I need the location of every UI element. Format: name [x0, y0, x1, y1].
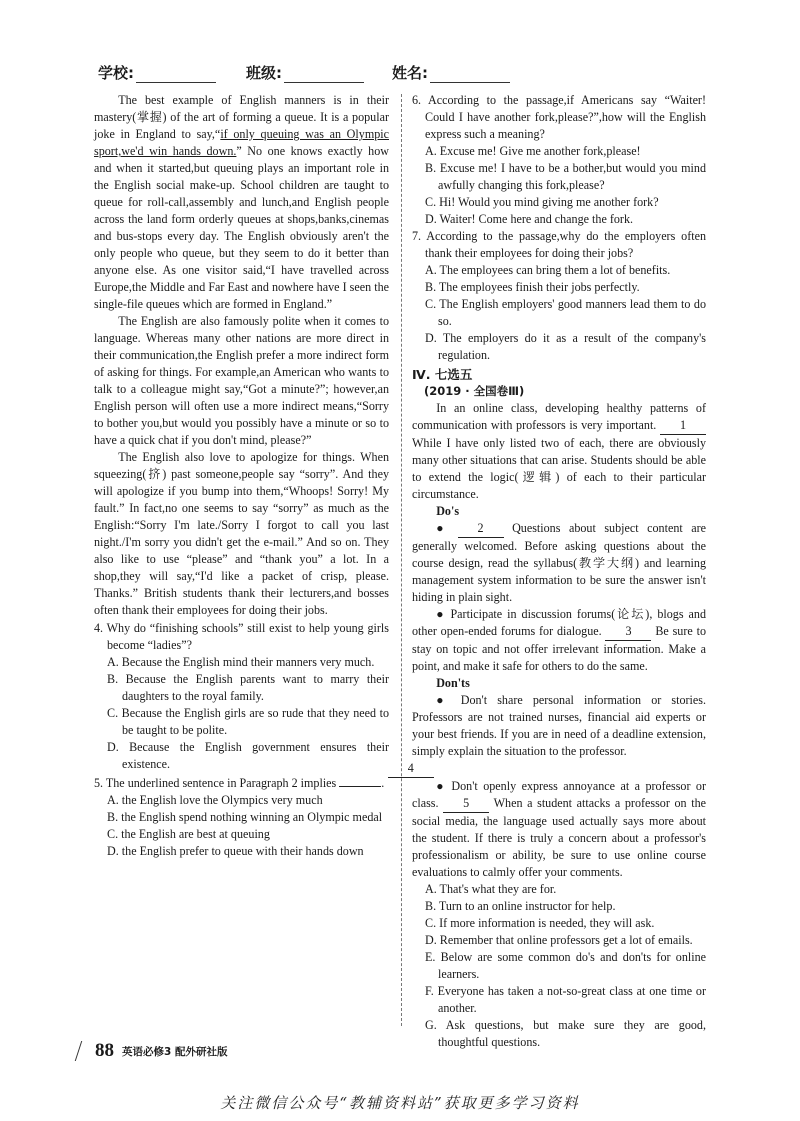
- question-stem: 5. The underlined sentence in Paragraph 2 implies .: [94, 776, 385, 790]
- option-a[interactable]: A. Because the English mind their manners very much.: [107, 655, 375, 669]
- option-a[interactable]: A. Excuse me! Give me another fork,please!: [425, 144, 641, 158]
- passage-paragraph-3: The English also love to apologize for things. When squeezing(挤) past someone,people say “sorry”. And they will apologize if you bump into them,“Whoops! Sorry! My fault.” In fact,no one seems to say “sorry” as much as the English:“Sorry I'm late./Sorry I forgot to call you last night./I'm sorry you didn't get the e-mail.” And so on. They also like to use “please” and “thank you” a lot. In a shop,they will say,“I'd like a packet of crisp, please. Thanks.” British students thank their lecturers,and bosses often thank their employees for doing their jobs.: [94, 450, 389, 617]
- question-stem: 6. According to the passage,if Americans say “Waiter! Could I have another fork,please?”,how will the English express such a meaning?: [412, 93, 706, 141]
- choice-d[interactable]: D. Remember that online professors get a lot of emails.: [425, 933, 693, 947]
- dont-item-1: ● Don't share personal information or stories. Professors are not trained nurses, financial aid experts or your best friends. If you are in need of a deadline extension, simply explain the situation to the professor. 4: [412, 692, 706, 778]
- column-divider: [401, 94, 402, 1026]
- blank-2[interactable]: 2: [458, 520, 504, 538]
- slash-decoration-icon: [75, 1041, 92, 1061]
- student-info-header: [98, 62, 518, 86]
- option-b[interactable]: B. Excuse me! I have to be a bother,but would you mind awfully changing this fork,please?: [425, 161, 706, 192]
- passage-paragraph-1: The best example of English manners is in their mastery(掌握) of the art of forming a queue. It is a popular joke in England to say,“if only queuing was an Olympic sport,we'd win hands down.” No one knows exactly how and when it started,but queuing plays an important role in the English social make-up. School children are taught to queue for roll-call,assembly and lunch,and English people across the land form orderly queues at shops,banks,cinemas and bus-stops every day. The English obviously aren't the only people who queue, but they seem to do it better than anyone else. As one visitor said,“I have travelled across Europe,the Middle and Far East and nowhere have I seen the single-file queues which are formed in England.”: [94, 93, 390, 311]
- question-5: [94, 774, 389, 860]
- section-source: (2019 · 全国卷Ⅲ): [424, 384, 525, 398]
- left-column: [94, 92, 389, 860]
- passage-paragraph-2: The English are also famously polite when it comes to language. Whereas many other nations are more direct in their communication,the English prefer a more indirect form of asking for things. For example,an American who wants to talk to a colleague might say,“Got a minute?”; however,an English person will often use a more indirect means,“Sorry to bother you,but would you possibly have a minute or so to have a quick chat if you don't mind, please?”: [94, 314, 389, 447]
- option-c[interactable]: C. the English are best at queuing: [107, 827, 270, 841]
- option-c[interactable]: C. The English employers' good manners lead them to do so.: [425, 297, 706, 328]
- option-a[interactable]: A. The employees can bring them a lot of benefits.: [425, 263, 671, 277]
- blank-1[interactable]: 1: [660, 417, 706, 435]
- section-seven-choose-five: [407, 366, 707, 1051]
- blank-5[interactable]: 5: [443, 795, 489, 813]
- option-b[interactable]: B. Because the English parents want to marry their daughters to the royal family.: [107, 672, 389, 703]
- bullet-icon: ●: [436, 521, 449, 535]
- name-field: 姓名:: [392, 62, 510, 83]
- choice-f[interactable]: F. Everyone has taken a not-so-great class at one time or another.: [425, 984, 706, 1015]
- option-c[interactable]: C. Because the English girls are so rude that they need to be taught to be polite.: [107, 706, 389, 737]
- dos-heading: Do's: [436, 504, 460, 518]
- option-d[interactable]: D. Waiter! Come here and change the fork.: [425, 212, 634, 226]
- book-title: 英语必修3 配外研社版: [122, 1045, 228, 1058]
- choice-g[interactable]: G. Ask questions, but make sure they are good, thoughtful questions.: [425, 1018, 706, 1049]
- school-field: 学校:: [98, 62, 216, 83]
- choice-c[interactable]: C. If more information is needed, they will ask.: [425, 916, 655, 930]
- answer-blank[interactable]: [339, 774, 381, 787]
- school-blank[interactable]: [136, 68, 216, 83]
- choice-b[interactable]: B. Turn to an online instructor for help.: [425, 899, 616, 913]
- promo-note: 关注微信公众号“教辅资料站”获取更多学习资料: [220, 1094, 580, 1112]
- intro-paragraph: In an online class, developing healthy patterns of communication with professors is very important. 1 While I have only listed two of each, there are obviously many other situations that can arise. Students should be able to extend the logic(逻辑) of each to their particular circumstance.: [412, 401, 706, 501]
- choice-a[interactable]: A. That's what they are for.: [425, 882, 557, 896]
- class-blank[interactable]: [284, 68, 364, 83]
- option-b[interactable]: B. the English spend nothing winning an Olympic medal: [107, 810, 383, 824]
- class-field: 班级:: [246, 62, 364, 83]
- dont-item-2: ● Don't openly express annoyance at a professor or class. 5 When a student attacks a professor on the social media, the language used actually says more about the student. If there is truly a concern about a professor's professionalism or ability, be sure to use online course evaluations to calmly offer your comments.: [412, 779, 706, 879]
- right-column: [407, 92, 707, 1051]
- underlined-sentence: if only queuing was an Olympic sport,we'd win hands down.: [94, 127, 390, 158]
- option-d[interactable]: D. The employers do it as a result of the company's regulation.: [425, 331, 706, 362]
- do-item-2: ● Participate in discussion forums(论坛), blogs and other open-ended forums for dialogue. 3 Be sure to stay on topic and not offer irrelevant information. Make a point, and make it safe for others to do the same.: [412, 607, 706, 673]
- do-item-1: ● 2 Questions about subject content are generally welcomed. Before asking questions about the course design, read the syllabus(教学大纲) and learning management system information to be sure the answer isn't hiding in plain sight.: [412, 521, 707, 604]
- blank-3[interactable]: 3: [605, 623, 651, 641]
- option-d[interactable]: D. the English prefer to queue with their hands down: [107, 844, 364, 858]
- question-stem: 4. Why do “finishing schools” still exist to help young girls become “ladies”?: [94, 621, 389, 652]
- question-4: [94, 620, 389, 773]
- blank-4[interactable]: 4: [388, 760, 434, 778]
- page-footer: [78, 1040, 227, 1064]
- choice-e[interactable]: E. Below are some common do's and don'ts for online learners.: [425, 950, 706, 981]
- question-7: [412, 228, 706, 364]
- donts-heading: Don'ts: [436, 676, 470, 690]
- page-number: 88: [95, 1040, 114, 1061]
- option-a[interactable]: A. the English love the Olympics very much: [107, 793, 323, 807]
- option-d[interactable]: D. Because the English government ensures their existence.: [107, 740, 389, 771]
- option-c[interactable]: C. Hi! Would you mind giving me another fork?: [425, 195, 659, 209]
- question-6: [412, 92, 706, 228]
- section-heading: Ⅳ. 七选五: [412, 367, 473, 382]
- question-stem: 7. According to the passage,why do the employers often thank their employees for doing their jobs?: [412, 229, 706, 260]
- option-b[interactable]: B. The employees finish their jobs perfectly.: [425, 280, 640, 294]
- name-blank[interactable]: [430, 68, 510, 83]
